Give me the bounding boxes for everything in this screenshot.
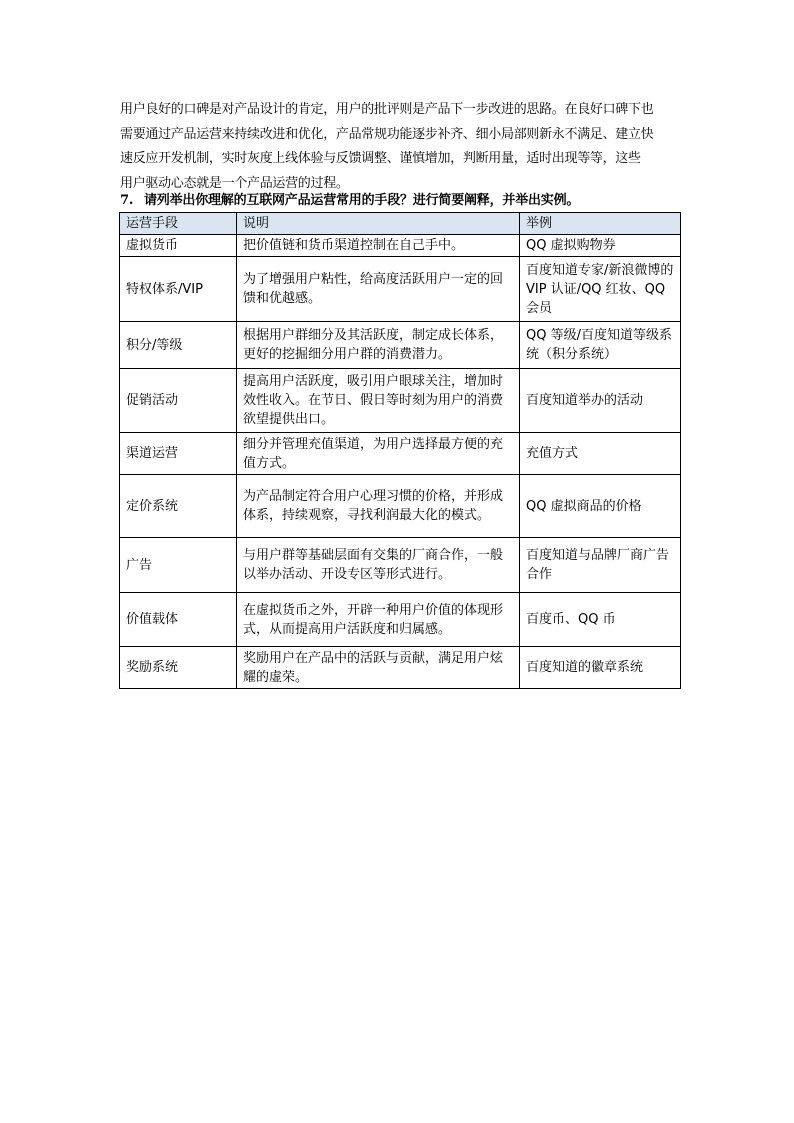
table-row [120, 322, 681, 369]
cell-method: 虚拟货币 [120, 235, 237, 257]
intro-line: 用户良好的口碑是对产品设计的肯定，用户的批评则是产品下一步改进的思路。在良好口碑下也 [120, 102, 654, 117]
cell-method: 促销活动 [120, 369, 237, 433]
cell-example: 充值方式 [520, 433, 681, 475]
header-description: 说明 [237, 213, 520, 235]
intro-line: 速反应开发机制，实时灰度上线体验与反馈调整、谨慎增加，判断用量，适时出现等等，这些 [120, 151, 641, 166]
cell-method: 广告 [120, 538, 237, 593]
header-example: 举例 [520, 213, 681, 235]
cell-method: 价值载体 [120, 593, 237, 647]
table-row [120, 257, 681, 322]
cell-description: 提高用户活跃度，吸引用户眼球关注，增加时效性收入。在节日、假日等时刻为用户的消费欲望提供出口。 [237, 369, 520, 433]
question-text: 请列举出你理解的互联网产品运营常用的手段？进行简要阐释，并举出实例。 [144, 193, 580, 208]
cell-method: 奖励系统 [120, 647, 237, 689]
intro-paragraph [120, 98, 680, 196]
operations-table [119, 212, 681, 689]
cell-example: QQ 虚拟购物券 [520, 235, 681, 257]
cell-description: 为产品制定符合用户心理习惯的价格，并形成体系，持续观察，寻找利润最大化的模式。 [237, 475, 520, 538]
cell-example: 百度知道的徽章系统 [520, 647, 681, 689]
table-header-row [120, 213, 681, 235]
cell-example: QQ 等级/百度知道等级系统（积分系统） [520, 322, 681, 369]
cell-example: 百度知道专家/新浪微博的VIP 认证/QQ 红妆、QQ 会员 [520, 257, 681, 322]
cell-description: 为了增强用户粘性，给高度活跃用户一定的回馈和优越感。 [237, 257, 520, 322]
cell-method: 渠道运营 [120, 433, 237, 475]
table-row [120, 647, 681, 689]
cell-example: QQ 虚拟商品的价格 [520, 475, 681, 538]
question-number: 7. [120, 193, 134, 208]
cell-example: 百度知道与品牌厂商广告合作 [520, 538, 681, 593]
table-row [120, 538, 681, 593]
header-method: 运营手段 [120, 213, 237, 235]
intro-line: 用户驱动心态就是一个产品运营的过程。 [120, 175, 349, 191]
cell-description: 把价值链和货币渠道控制在自己手中。 [237, 235, 520, 257]
cell-method: 积分/等级 [120, 322, 237, 369]
cell-description: 细分并管理充值渠道，为用户选择最方便的充值方式。 [237, 433, 520, 475]
table-row [120, 433, 681, 475]
table-row [120, 235, 681, 257]
intro-line: 需要通过产品运营来持续改进和优化，产品常规功能逐步补齐、细小局部则新永不满足、建立快 [120, 126, 654, 142]
table-row [120, 369, 681, 433]
cell-example: 百度知道举办的活动 [520, 369, 681, 433]
table-row [120, 593, 681, 647]
cell-description: 根据用户群细分及其活跃度，制定成长体系，更好的挖掘细分用户群的消费潜力。 [237, 322, 520, 369]
cell-method: 特权体系/VIP [120, 257, 237, 322]
question-heading [120, 192, 680, 210]
cell-description: 奖励用户在产品中的活跃与贡献，满足用户炫耀的虚荣。 [237, 647, 520, 689]
cell-description: 与用户群等基础层面有交集的厂商合作，一般以举办活动、开设专区等形式进行。 [237, 538, 520, 593]
cell-method: 定价系统 [120, 475, 237, 538]
table-row [120, 475, 681, 538]
cell-example: 百度币、QQ 币 [520, 593, 681, 647]
cell-description: 在虚拟货币之外，开辟一种用户价值的体现形式，从而提高用户活跃度和归属感。 [237, 593, 520, 647]
